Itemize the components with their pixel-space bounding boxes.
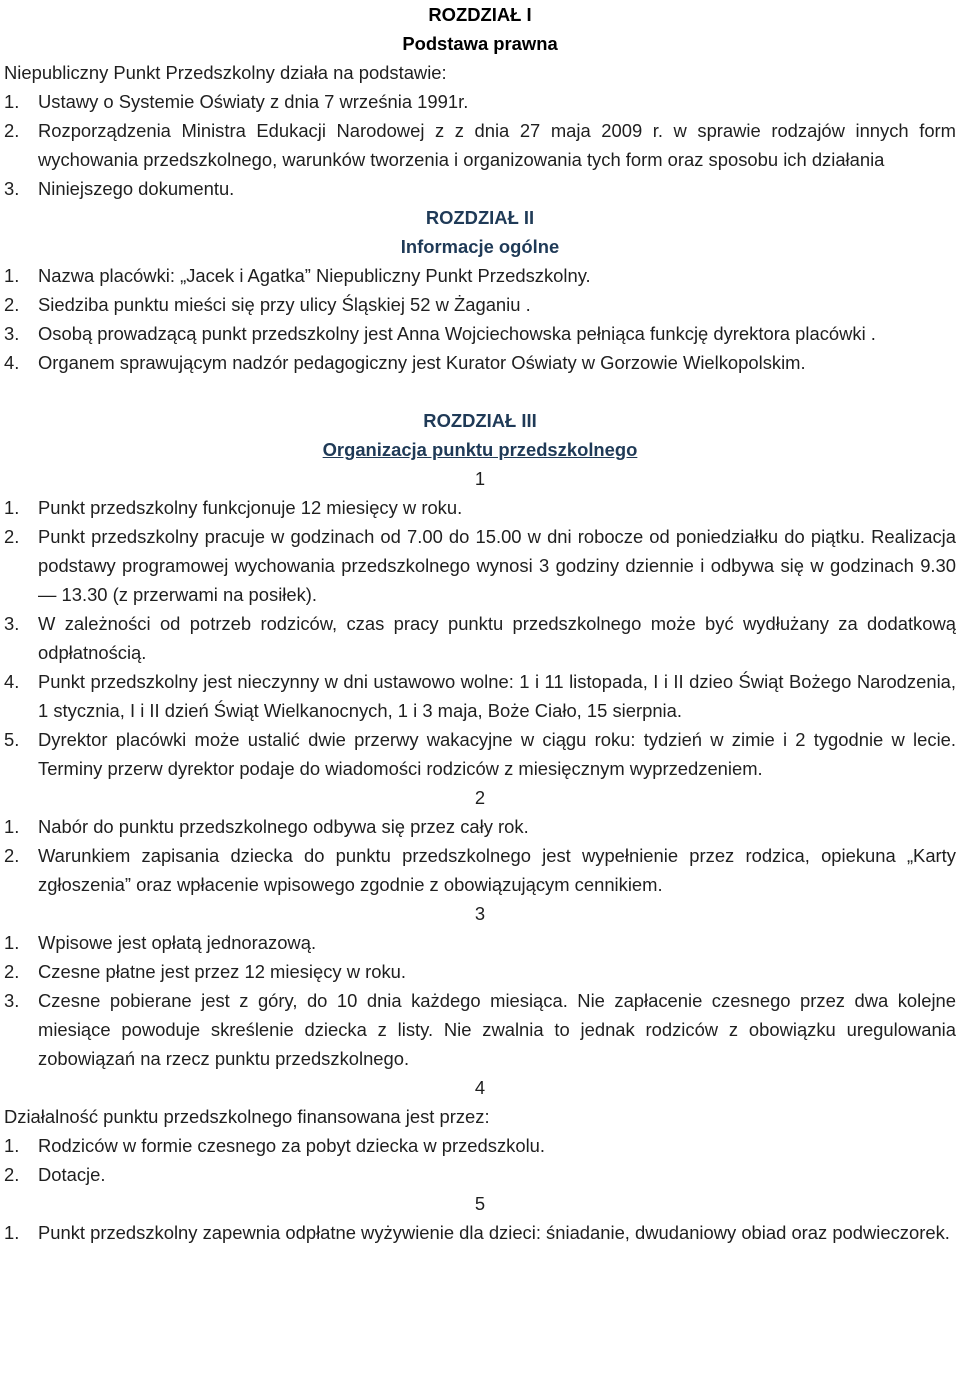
section-3-label: 3 [474,903,486,924]
item-text: Wpisowe jest opłatą jednorazową. [38,932,317,953]
list-item [4,841,956,899]
list-item [4,174,956,203]
item-number: 2. [4,845,20,866]
item-number: 4. [4,671,20,692]
item-text: Punkt przedszkolny pracuje w godzinach od 7.00 do 15.00 w dni robocze od poniedziałku do piątku. Realizacja podstawy programowej wychowania przedszkolnego wynosi 3 godziny dziennie i odbywa się w godzinach 9.30 — 13.30 (z przerwami na posiłek). [38,526,956,605]
chapter-2-title: Informacje ogólne [400,236,560,257]
item-number: 2. [4,526,20,547]
list-item [4,319,956,348]
list-item [4,522,956,609]
list-item [4,609,956,667]
section-2-list [4,812,956,899]
chapter-1-title: Podstawa prawna [402,33,558,54]
list-item [4,986,956,1073]
section-5-label: 5 [474,1193,486,1214]
chapter-1-intro: Niepubliczny Punkt Przedszkolny działa na podstawie: [4,62,447,83]
item-text: Organem sprawującym nadzór pedagogiczny jest Kurator Oświaty w Gorzowie Wielkopolskim. [38,352,806,373]
item-number: 4. [4,352,20,373]
section-1-list [4,493,956,783]
chapter-1-heading: ROZDZIAŁ I [428,4,532,25]
list-item [4,957,956,986]
item-text: Rodziców w formie czesnego za pobyt dziecka w przedszkolu. [38,1135,545,1156]
item-text: Punkt przedszkolny funkcjonuje 12 miesięcy w roku. [38,497,463,518]
item-number: 1. [4,1135,20,1156]
section-2-label: 2 [474,787,486,808]
list-item [4,667,956,725]
item-number: 3. [4,613,20,634]
item-text: Niniejszego dokumentu. [38,178,235,199]
chapter-3-heading: ROZDZIAŁ III [423,410,537,431]
item-text: Siedziba punktu mieści się przy ulicy Śląskiej 52 w Żaganiu . [38,294,531,315]
list-item [4,725,956,783]
item-number: 1. [4,932,20,953]
list-item [4,493,956,522]
item-text: Rozporządzenia Ministra Edukacji Narodowej z z dnia 27 maja 2009 r. w sprawie rodzajów innych form wychowania przedszkolnego, warunków tworzenia i organizowania tych form oraz sposobu ich działania [38,120,956,170]
spacer [4,377,956,406]
list-item [4,290,956,319]
item-text: Czesne pobierane jest z góry, do 10 dnia każdego miesiąca. Nie zapłacenie czesnego przez dwa kolejne miesiące powoduje skreślenie dziecka z listy. Nie zwalnia to jednak rodziców z obowiązku uregulowania zobowiązań na rzecz punktu przedszkolnego. [38,990,956,1069]
list-item [4,116,956,174]
item-text: Dotacje. [38,1164,106,1185]
item-number: 1. [4,265,20,286]
list-item [4,261,956,290]
chapter-2-list [4,261,956,377]
item-number: 2. [4,120,20,141]
list-item [4,1218,956,1247]
item-number: 3. [4,178,20,199]
chapter-3-title: Organizacja punktu przedszkolnego [322,439,638,460]
list-item [4,348,956,377]
item-text: Nazwa placówki: „Jacek i Agatka” Niepubliczny Punkt Przedszkolny. [38,265,591,286]
chapter-2-heading: ROZDZIAŁ II [425,207,535,228]
item-number: 1. [4,816,20,837]
section-4-list [4,1131,956,1189]
section-4-label: 4 [474,1077,486,1098]
item-text: Ustawy o Systemie Oświaty z dnia 7 września 1991r. [38,91,469,112]
item-text: Punkt przedszkolny zapewnia odpłatne wyżywienie dla dzieci: śniadanie, dwudaniowy obiad oraz podwieczorek. [38,1222,950,1243]
list-item [4,87,956,116]
section-3-list [4,928,956,1073]
item-text: Dyrektor placówki może ustalić dwie przerwy wakacyjne w ciągu roku: tydzień w zimie i 2 tygodnie w lecie. Terminy przerw dyrektor podaje do wiadomości rodziców z miesięcznym wyprzedzeniem. [38,729,956,779]
section-1-label: 1 [474,468,486,489]
list-item [4,928,956,957]
item-number: 1. [4,1222,20,1243]
list-item [4,1160,956,1189]
list-item [4,812,956,841]
section-5-list [4,1218,956,1247]
item-text: Osobą prowadzącą punkt przedszkolny jest Anna Wojciechowska pełniąca funkcję dyrektora placówki . [38,323,876,344]
item-text: Czesne płatne jest przez 12 miesięcy w roku. [38,961,406,982]
item-number: 3. [4,323,20,344]
item-text: Punkt przedszkolny jest nieczynny w dni ustawowo wolne: 1 i 11 listopada, I i II dzieo Świąt Bożego Narodzenia, 1 stycznia, I i II dzień Świąt Wielkanocnych, 1 i 3 maja, Boże Ciało, 15 sierpnia. [38,671,956,721]
item-number: 3. [4,990,20,1011]
item-number: 2. [4,294,20,315]
item-number: 5. [4,729,20,750]
item-number: 2. [4,1164,20,1185]
item-text: W zależności od potrzeb rodziców, czas pracy punktu przedszkolnego może być wydłużany za dodatkową odpłatnością. [38,613,956,663]
item-text: Warunkiem zapisania dziecka do punktu przedszkolnego jest wypełnienie przez rodzica, opiekuna „Karty zgłoszenia” oraz wpłacenie wpisowego zgodnie z obowiązującym cennikiem. [38,845,956,895]
item-number: 2. [4,961,20,982]
list-item [4,1131,956,1160]
item-number: 1. [4,497,20,518]
item-text: Nabór do punktu przedszkolnego odbywa się przez cały rok. [38,816,529,837]
item-number: 1. [4,91,20,112]
chapter-1-list [4,87,956,203]
section-4-intro: Działalność punktu przedszkolnego finansowana jest przez: [4,1106,490,1127]
